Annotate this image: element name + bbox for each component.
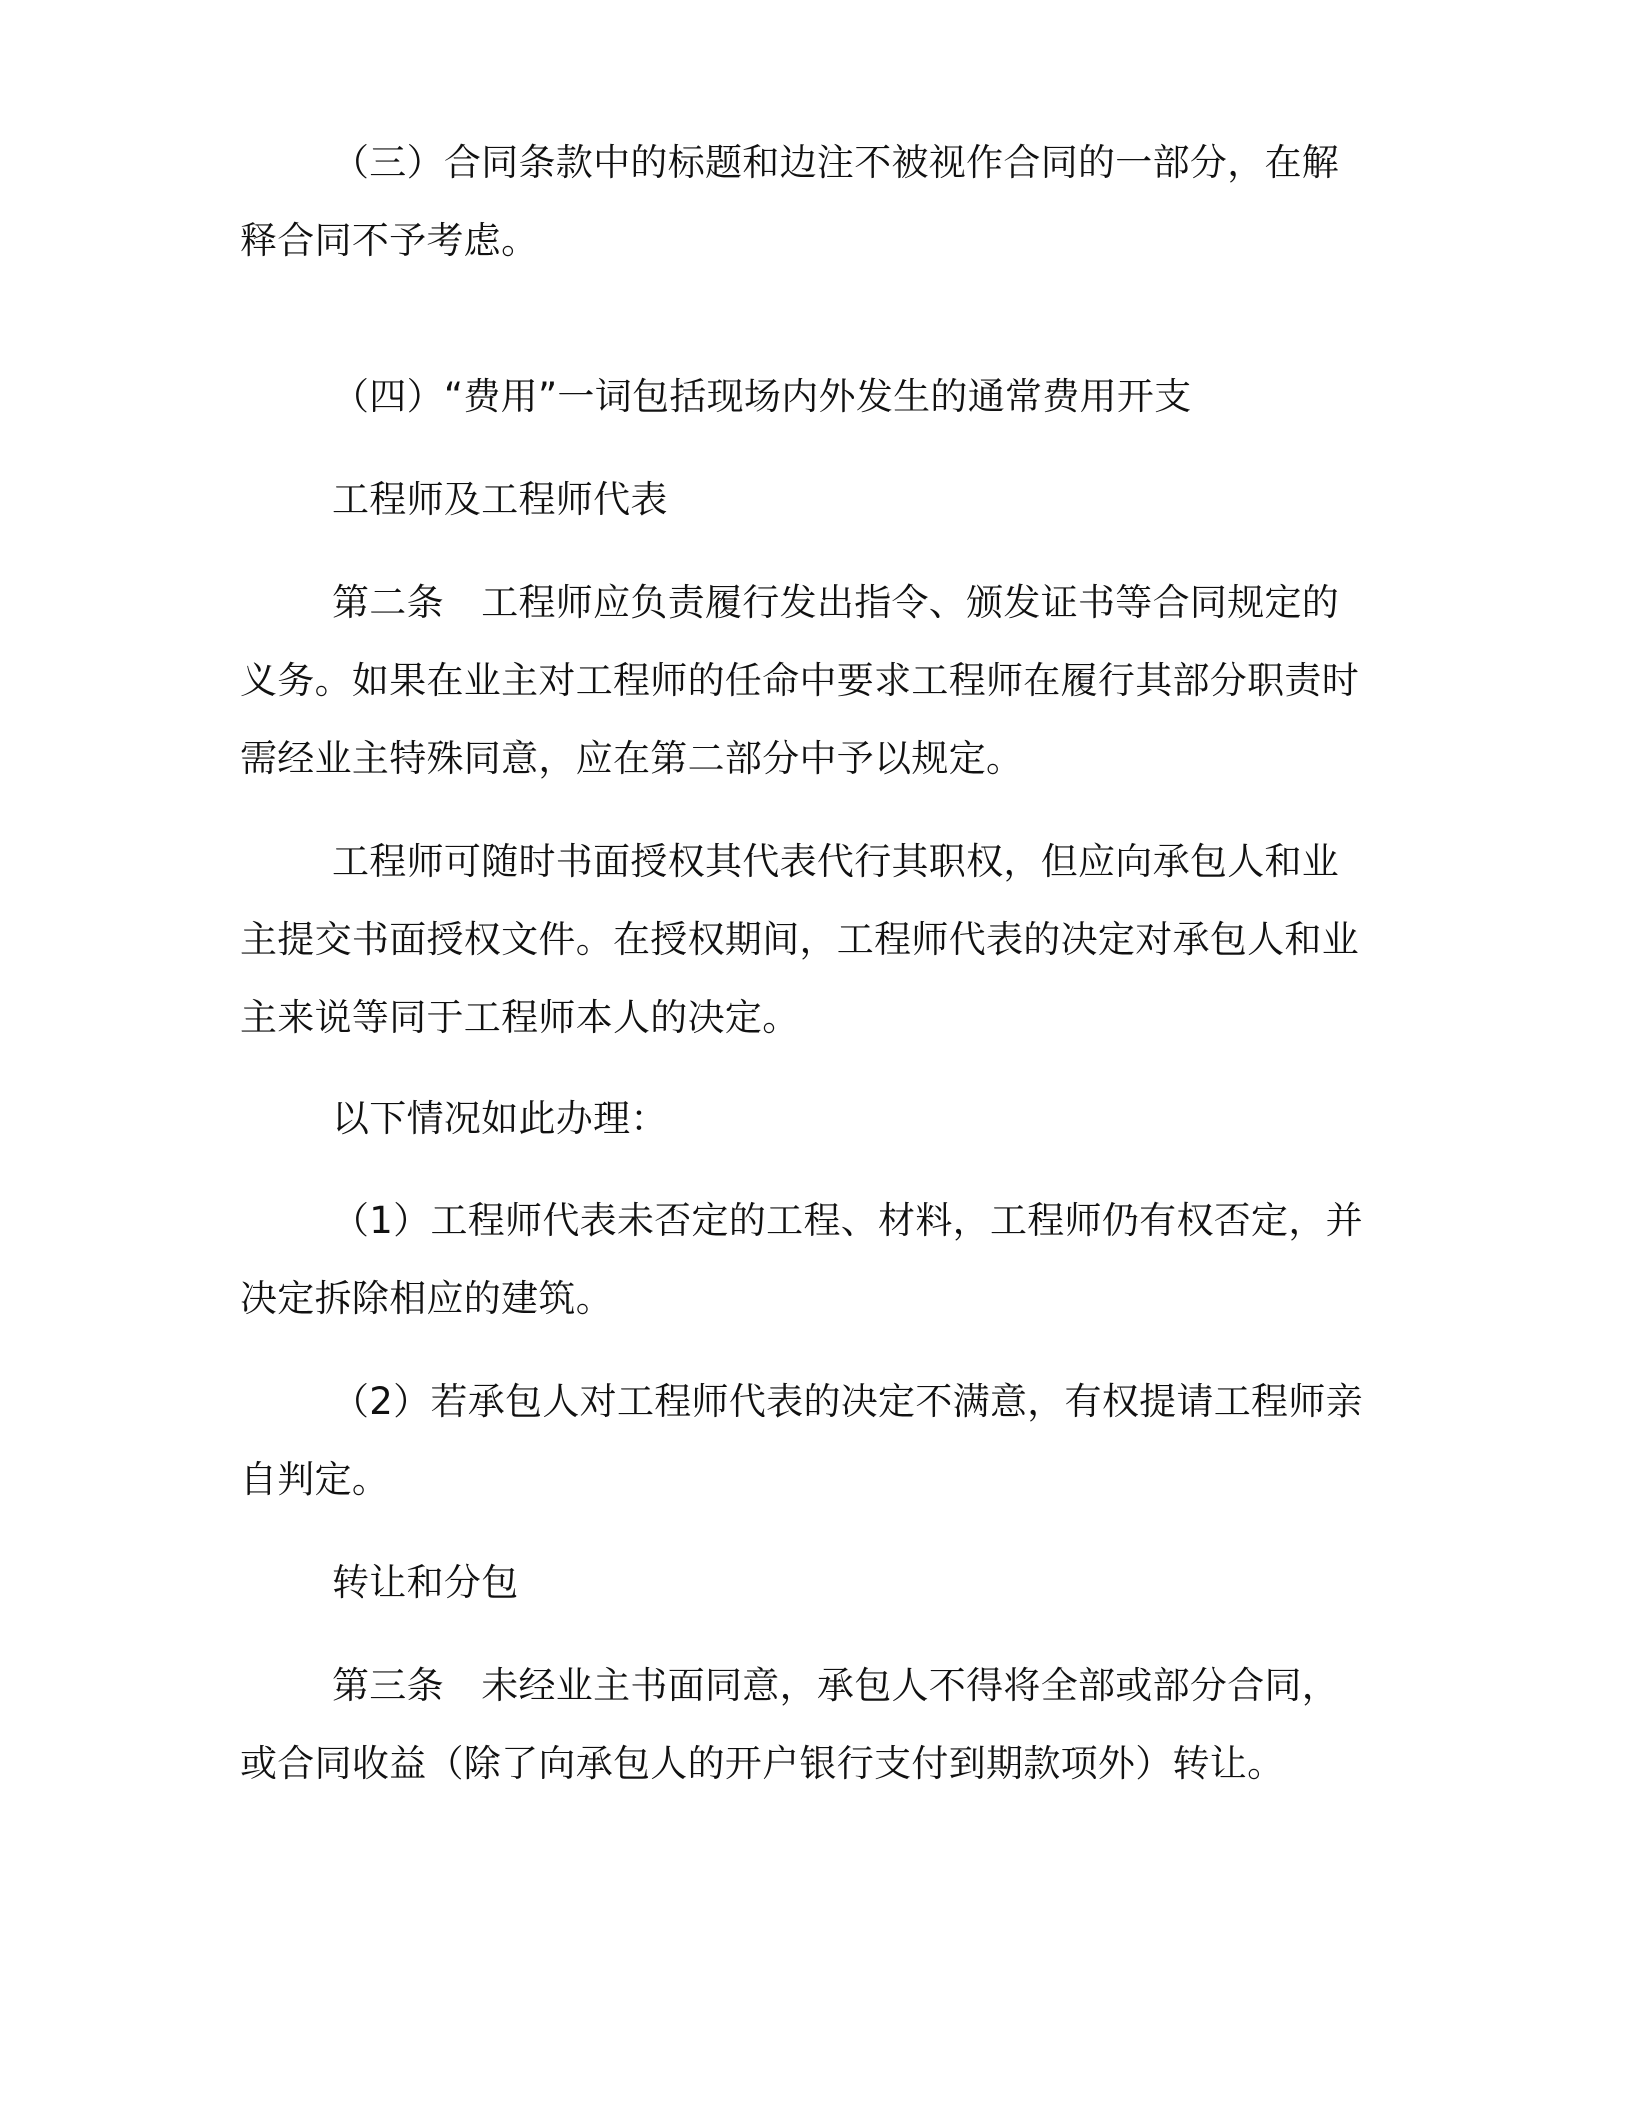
engineer-delegation-paragraph: 工程师可随时书面授权其代表代行其职权，但应向承包人和业主提交书面授权文件。在授权期间，工程师代表的决定对承包人和业主来说等同于工程师本人的决定。 [240,840,1359,1039]
engineer-section-heading: 工程师及工程师代表 [332,478,668,521]
clause-3-paragraph: （三）合同条款中的标题和边注不被视作合同的一部分，在解释合同不予考虑。 [240,141,1340,262]
article-three-paragraph: 第三条 未经业主书面同意，承包人不得将全部或部分合同，或合同收益（除了向承包人的开户银行支付到期款项外）转让。 [240,1664,1340,1785]
clause-4-paragraph: （四）“费用”一词包括现场内外发生的通常费用开支 [332,375,1192,418]
following-cases-paragraph: 以下情况如此办理： [332,1097,668,1140]
case-one-paragraph: （1）工程师代表未否定的工程、材料，工程师仍有权否定，并决定拆除相应的建筑。 [240,1199,1363,1320]
assignment-section-heading: 转让和分包 [332,1561,519,1604]
case-two-paragraph: （2）若承包人对工程师代表的决定不满意，有权提请工程师亲自判定。 [240,1380,1363,1501]
article-two-paragraph: 第二条 工程师应负责履行发出指令、颁发证书等合同规定的义务。如果在业主对工程师的任命中要求工程师在履行其部分职责时需经业主特殊同意，应在第二部分中予以规定。 [240,581,1359,780]
